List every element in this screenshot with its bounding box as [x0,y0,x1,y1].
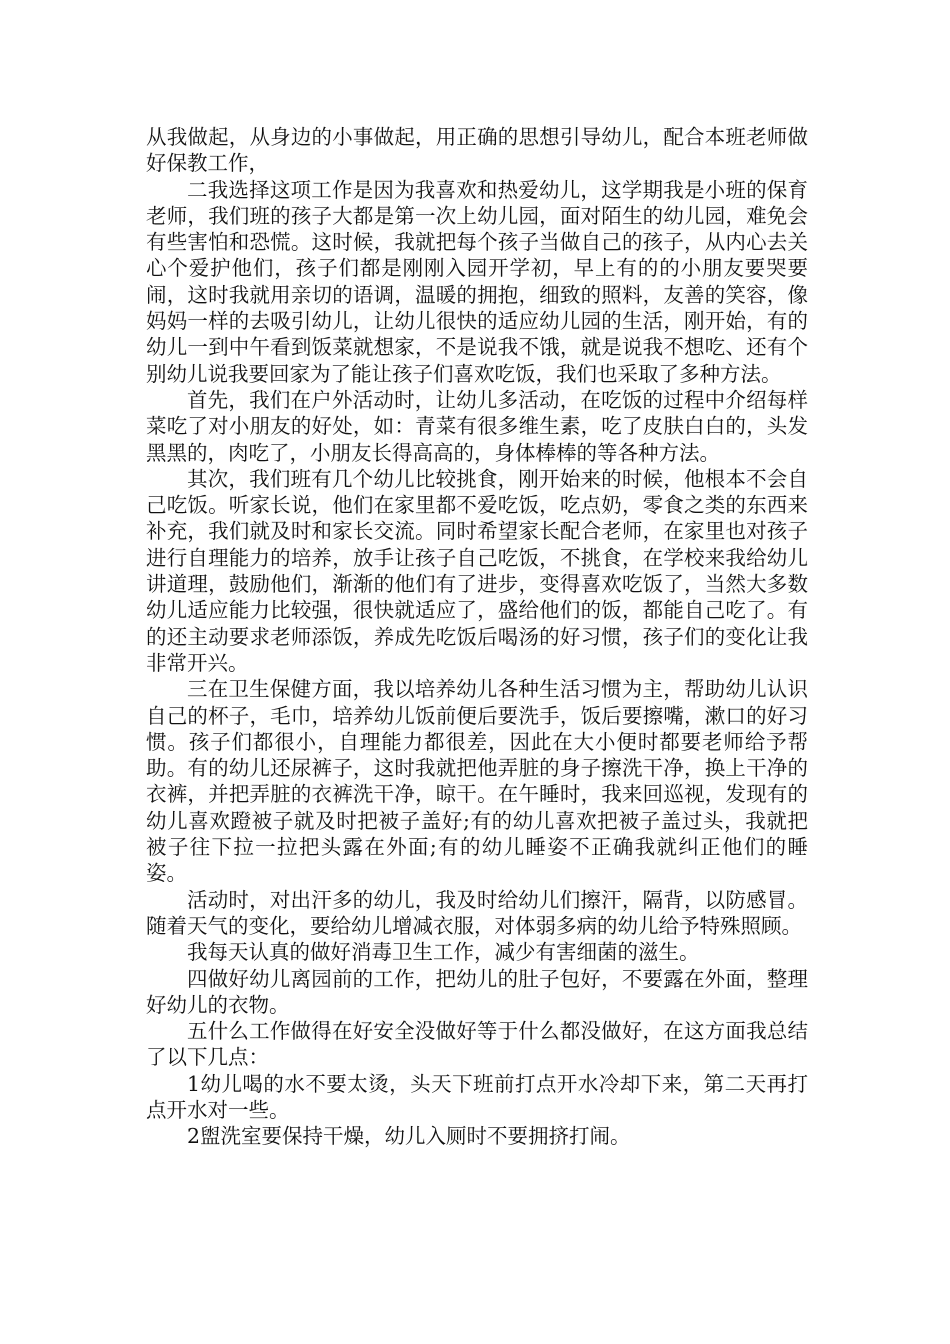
paragraph-first-method: 首先，我们在户外活动时，让幼儿多活动，在吃饭的过程中介绍每样菜吃了对小朋友的好处，如：青菜有很多维生素，吃了皮肤白白的，头发黑黑的，肉吃了，小朋友长得高高的，身体棒棒的等各种方法。 [146,387,808,465]
paragraph-section-five: 五什么工作做得在好安全没做好等于什么都没做好，在这方面我总结了以下几点： [146,1019,808,1070]
list-item-water: 1幼儿喝的水不要太烫，头天下班前打点开水冷却下来，第二天再打点开水对一些。 [146,1071,808,1122]
paragraph-intro: 从我做起，从身边的小事做起，用正确的思想引导幼儿，配合本班老师做好保教工作， [146,125,808,176]
paragraph-section-two: 二我选择这项工作是因为我喜欢和热爱幼儿，这学期我是小班的保育老师，我们班的孩子大都是第一次上幼儿园，面对陌生的幼儿园，难免会有些害怕和恐慌。这时候，我就把每个孩子当做自己的孩子，从内心去关心个爱护他们，孩子们都是刚刚入园开学初，早上有的的小朋友要哭要闹，这时我就用亲切的语调，温暖的拥抱，细致的照料，友善的笑容，像妈妈一样的去吸引幼儿，让幼儿很快的适应幼儿园的生活，刚开始，有的幼儿一到中午看到饭菜就想家，不是说我不饿，就是说我不想吃、还有个别幼儿说我要回家为了能让孩子们喜欢吃饭，我们也采取了多种方法。 [146,177,808,386]
paragraph-disinfection: 我每天认真的做好消毒卫生工作，减少有害细菌的滋生。 [187,940,700,965]
paragraph-second-method: 其次，我们班有几个幼儿比较挑食，刚开始来的时候，他根本不会自己吃饭。听家长说，他们在家里都不爱吃饭，吃点奶，零食之类的东西来补充，我们就及时和家长交流。同时希望家长配合老师，在家里也对孩子进行自理能力的培养，放手让孩子自己吃饭，不挑食，在学校来我给幼儿讲道理，鼓励他们，渐渐的他们有了进步，变得喜欢吃饭了，当然大多数幼儿适应能力比较强，很快就适应了，盛给他们的饭，都能自己吃了。有的还主动要求老师添饭，养成先吃饭后喝汤的好习惯，孩子们的变化让我非常开兴。 [146,466,808,675]
list-item-washroom: 2盥洗室要保持干燥，幼儿入厕时不要拥挤打闹。 [187,1124,631,1149]
paragraph-section-four: 四做好幼儿离园前的工作，把幼儿的肚子包好，不要露在外面，整理好幼儿的衣物。 [146,966,808,1017]
document-page [146,124,808,1150]
paragraph-section-three: 三在卫生保健方面，我以培养幼儿各种生活习惯为主，帮助幼儿认识自己的杯子，毛巾，培养幼儿饭前便后要洗手，饭后要擦嘴，漱口的好习惯。孩子们都很小，自理能力都很差，因此在大小便时都要老师给予帮助。有的幼儿还尿裤子，这时我就把他弄脏的身子擦洗干净，换上干净的衣裤，并把弄脏的衣裤洗干净，晾干。在午睡时，我来回巡视，发现有的幼儿喜欢蹬被子就及时把被子盖好;有的幼儿喜欢把被子盖过头，我就把被子往下拉一拉把头露在外面;有的幼儿睡姿不正确我就纠正他们的睡姿。 [146,677,808,886]
paragraph-activity-care: 活动时，对出汗多的幼儿，我及时给幼儿们擦汗，隔背，以防感冒。随着天气的变化，要给幼儿增减衣服，对体弱多病的幼儿给予特殊照顾。 [146,887,808,938]
